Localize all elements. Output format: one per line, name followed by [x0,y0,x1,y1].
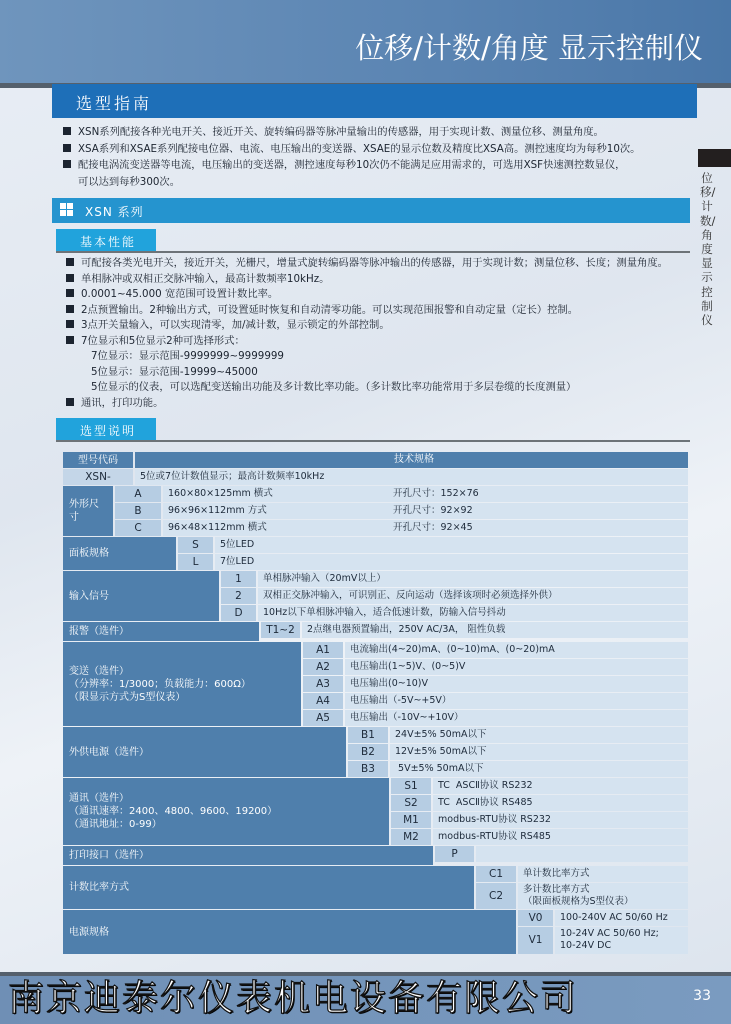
option-desc: 单相脉冲输入（20mV以上） [258,571,688,587]
table-row [63,469,688,485]
side-tab-label: 位移/计数/角度 显示控制仪 [700,171,716,328]
table-row [476,866,688,882]
option-code: S2 [391,795,431,811]
windows-icon [60,203,74,217]
option-code: A [115,486,161,502]
table-row [303,642,688,658]
option-desc: 10-24V AC 50/60 Hz; 10-24V DC [555,927,688,954]
guide-title: 选型指南 [76,94,153,113]
option-code: 1 [221,571,256,587]
group-label: 面板规格 [63,537,176,570]
table-row [115,520,688,536]
bullet-icon [66,398,74,406]
table-row [348,727,688,743]
series-title: XSN 系列 [85,205,144,219]
bullet-icon [63,160,71,168]
table-group [63,778,688,845]
group-label: 计数比率方式 [63,866,474,909]
table-row [476,883,688,909]
option-code: S [178,537,213,553]
option-code: P [435,846,474,862]
group-label: 通讯（选件） （通讯速率：2400、4800、9600、19200） （通讯地址：0-99） [63,778,389,845]
option-spec: 96×96×112mm 方式 [168,505,267,516]
option-code: M1 [391,812,431,828]
table-row [261,622,688,638]
bullet-icon [66,258,74,266]
option-desc: TC ASCⅡ协议 RS232 [433,778,688,794]
option-desc: 电压输出(0~10)V [345,676,688,692]
series-bar [52,198,690,223]
bullet-icon [63,127,71,135]
option-cutout: 开孔尺寸：152×76 [393,488,479,499]
option-code: D [221,605,256,621]
option-code: A2 [303,659,343,675]
option-desc: 5V±5% 50mA以下 [390,761,688,777]
list-item: 配接电涡流变送器等电流，电压输出的变送器，测控速度每秒10次仍不能满足应用需求的，可选用XSF快速测控数显仪， [78,159,626,172]
option-code: A3 [303,676,343,692]
header-code: 型号代码 [63,452,133,468]
selection-tab: 选型说明 [56,418,156,440]
divider [56,251,690,253]
option-spec: 96×48×112mm 横式 [168,522,267,533]
header-band [0,0,731,88]
option-code: C [115,520,161,536]
list-item: XSN系列配接各种光电开关、接近开关、旋转编码器等脉冲量输出的传感器，用于实现计数、测量位移、测量角度。 [78,126,604,138]
group-label: 电源规格 [63,910,516,954]
table-row [178,537,688,553]
table-group [63,866,688,909]
table-group-outline [63,486,688,536]
option-desc: 双相正交脉冲输入，可识别正、反向运动（选择该项时必须选择外供） [258,588,688,604]
option-code: C1 [476,866,516,882]
list-item: 5位显示：显示范围-19999~45000 [91,365,258,378]
list-item: 7位显示：显示范围-9999999~9999999 [91,350,284,362]
table-row [221,588,688,604]
option-desc: 单计数比率方式 [518,866,688,882]
group-label: 打印接口（选件） [63,846,433,865]
header-spec: 技术规格 [135,452,688,468]
option-code: C2 [476,883,516,909]
option-desc: 多计数比率方式 （限面板规格为S型仪表） [518,883,688,909]
list-item: 5位显示的仪表，可以选配变送输出功能及多计数比率功能。（多计数比率功能常用于多层卷缆的长度测量） [91,381,577,393]
option-code: M2 [391,829,431,845]
option-desc: 5位LED [215,537,688,553]
list-item: 单相脉冲或双相正交脉冲输入，最高计数频率10kHz。 [81,272,330,285]
model-code: XSN- [63,469,133,485]
option-desc: 100-240V AC 50/60 Hz [555,910,688,926]
divider [56,440,690,442]
group-label: 外供电源（选件） [63,727,346,777]
table-row [303,676,688,692]
option-spec: 160×80×125mm 横式 [168,488,273,499]
group-label: 报警（选件） [63,622,259,641]
option-desc: modbus-RTU协议 RS485 [433,829,688,845]
list-item: 7位显示和5位显示2种可选择形式： [81,334,245,347]
list-item: XSA系列和XSAE系列配接电位器、电流、电压输出的变送器、XSAE的显示位数及精度比XSA高。测控速度均为每秒10次。 [78,142,641,155]
table-group [63,846,688,865]
option-desc: 电压输出（-10V~+10V） [345,710,688,726]
option-cutout: 开孔尺寸：92×92 [393,505,473,516]
table-row [518,927,688,954]
table-group [63,727,688,777]
table-group [63,642,688,726]
bullet-icon [63,144,71,152]
option-code: A4 [303,693,343,709]
option-desc: 2点继电器预置输出，250V AC/3A， 阻性负载 [302,622,688,638]
table-row [348,761,688,777]
bullet-icon [66,305,74,313]
option-desc: modbus-RTU协议 RS232 [433,812,688,828]
table-row [221,605,688,621]
guide-section-bar [52,84,697,118]
option-code: V1 [518,927,553,954]
option-desc: 24V±5% 50mA以下 [390,727,688,743]
model-spec: 5位或7位计数值显示；最高计数频率10kHz [135,469,688,485]
table-row [348,744,688,760]
option-code: A5 [303,710,343,726]
option-code: B [115,503,161,519]
bullet-icon [66,289,74,297]
bullet-icon [66,320,74,328]
table-row [391,829,688,845]
selection-table [63,452,688,955]
option-desc: TC ASCⅡ协议 RS485 [433,795,688,811]
table-row [391,778,688,794]
list-item: 可以达到每秒300次。 [78,175,181,188]
performance-tab: 基本性能 [56,229,156,251]
side-tab-marker [698,149,731,167]
option-desc: 10Hz以下单相脉冲输入，适合低速计数，防输入信号抖动 [258,605,688,621]
option-desc: 电压输出（-5V~+5V） [345,693,688,709]
option-code: B2 [348,744,388,760]
option-desc: 电压输出(1~5)V、(0~5)V [345,659,688,675]
option-desc: 12V±5% 50mA以下 [390,744,688,760]
list-item: 3点开关量输入，可以实现清零，加/减计数，显示锁定的外部控制。 [81,319,390,331]
option-code: V0 [518,910,553,926]
table-group [63,910,688,954]
bullet-icon [66,336,74,344]
page-title: 位移/计数/角度 显示控制仪 [355,31,703,65]
table-row [303,659,688,675]
group-label: 外形尺寸 [63,486,113,536]
table-group [63,622,688,641]
table-row [178,554,688,570]
option-code: A1 [303,642,343,658]
option-code: L [178,554,213,570]
option-desc: 电流输出(4~20)mA、(0~10)mA、(0~20)mA [345,642,688,658]
table-row [391,812,688,828]
option-code: S1 [391,778,431,794]
option-code: B3 [348,761,388,777]
watermark: 南京迪泰尔仪表机电设备有限公司 [8,978,579,1019]
performance-bullets [66,256,668,411]
table-row [115,486,688,502]
table-header [63,452,688,468]
list-item: 可配接各类光电开关，接近开关，光栅尺，增量式旋转编码器等脉冲输出的传感器，用于实现计数；测量位移、长度；测量角度。 [81,257,668,269]
table-row [303,693,688,709]
guide-bullets [63,124,640,190]
bullet-icon [66,274,74,282]
option-desc [476,846,688,862]
list-item: 通讯，打印功能。 [81,396,164,409]
table-group [63,537,688,570]
table-row [435,846,688,862]
option-code: T1~2 [261,622,300,638]
group-label: 输入信号 [63,571,219,621]
table-row [303,710,688,726]
table-row [221,571,688,587]
table-row [391,795,688,811]
option-desc: 7位LED [215,554,688,570]
page-number: 33 [693,988,711,1004]
table-row [518,910,688,926]
list-item: 2点预置输出。2种输出方式，可设置延时恢复和自动清零功能。可以实现范围报警和自动定量（定长）控制。 [81,303,579,316]
option-code: 2 [221,588,256,604]
option-cutout: 开孔尺寸：92×45 [393,522,473,533]
table-group [63,571,688,621]
list-item: 0.0001~45.000 宽范围可设置计数比率。 [81,288,279,300]
table-row [115,503,688,519]
group-label: 变送（选件） （分辨率：1/3000；负载能力：600Ω） （限显示方式为S型仪表） [63,642,301,726]
option-code: B1 [348,727,388,743]
